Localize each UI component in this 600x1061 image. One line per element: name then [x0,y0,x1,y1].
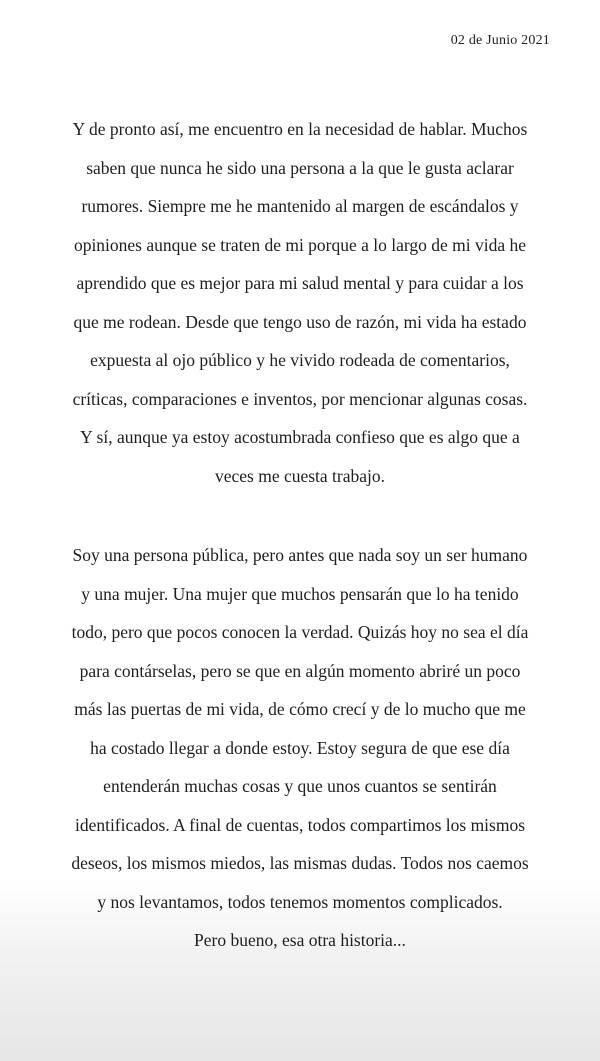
paragraph-1-line: Y sí, aunque ya estoy acostumbrada confieso que es algo que a [80,427,520,447]
paragraph-2-line: y nos levantamos, todos tenemos momentos complicados. [97,891,503,912]
paragraph-2-line: ha costado llegar a donde estoy. Estoy segura de que ese día [90,737,510,758]
paragraph-1-line: que me rodean. Desde que tengo uso de razón, mi vida ha estado [73,311,527,332]
paragraph-2-line: Pero bueno, esa otra historia... [194,930,406,950]
paragraph-1-line: veces me cuesta trabajo. [214,465,386,486]
paragraph-1-line: críticas, comparaciones e inventos, por mencionar algunas cosas. [72,388,528,409]
paragraph-1-line: opiniones aunque se traten de mi porque a lo largo de mi vida he [73,234,527,255]
paragraph-2-line: identificados. A final de cuentas, todos compartimos los mismos [74,814,526,835]
paragraph-1-line: Y de pronto así, me encuentro en la necesidad de hablar. Muchos [72,119,528,139]
paragraph-2-line: y una mujer. Una mujer que muchos pensarán que lo ha tenido [81,583,519,604]
paragraph-1-line: expuesta al ojo público y he vivido rodeada de comentarios, [90,350,510,370]
paragraph-2 [40,536,560,960]
paragraph-2-line: para contárselas, pero se que en algún momento abriré un poco [79,660,521,681]
paragraph-2-line: deseos, los mismos miedos, las mismas dudas. Todos nos caemos [71,853,529,873]
letter-date: 02 de Junio 2021 [450,33,550,48]
paragraph-2-line: Soy una persona pública, pero antes que nada soy un ser humano [72,545,528,565]
paragraph-2-line: más las puertas de mi vida, de cómo crecí y de lo mucho que me [74,699,526,719]
paragraph-1 [40,110,560,495]
paragraph-2-line: entenderán muchas cosas y que unos cuantos se sentirán [103,776,497,796]
paragraph-1-line: aprendido que es mejor para mi salud mental y para cuidar a los [76,273,524,293]
paragraph-2-line: todo, pero que pocos conocen la verdad. Quizás hoy no sea el día [71,622,529,642]
paragraph-1-line: rumores. Siempre me he mantenido al margen de escándalos y [81,196,519,216]
paragraph-1-line: saben que nunca he sido una persona a la que le gusta aclarar [86,157,514,178]
